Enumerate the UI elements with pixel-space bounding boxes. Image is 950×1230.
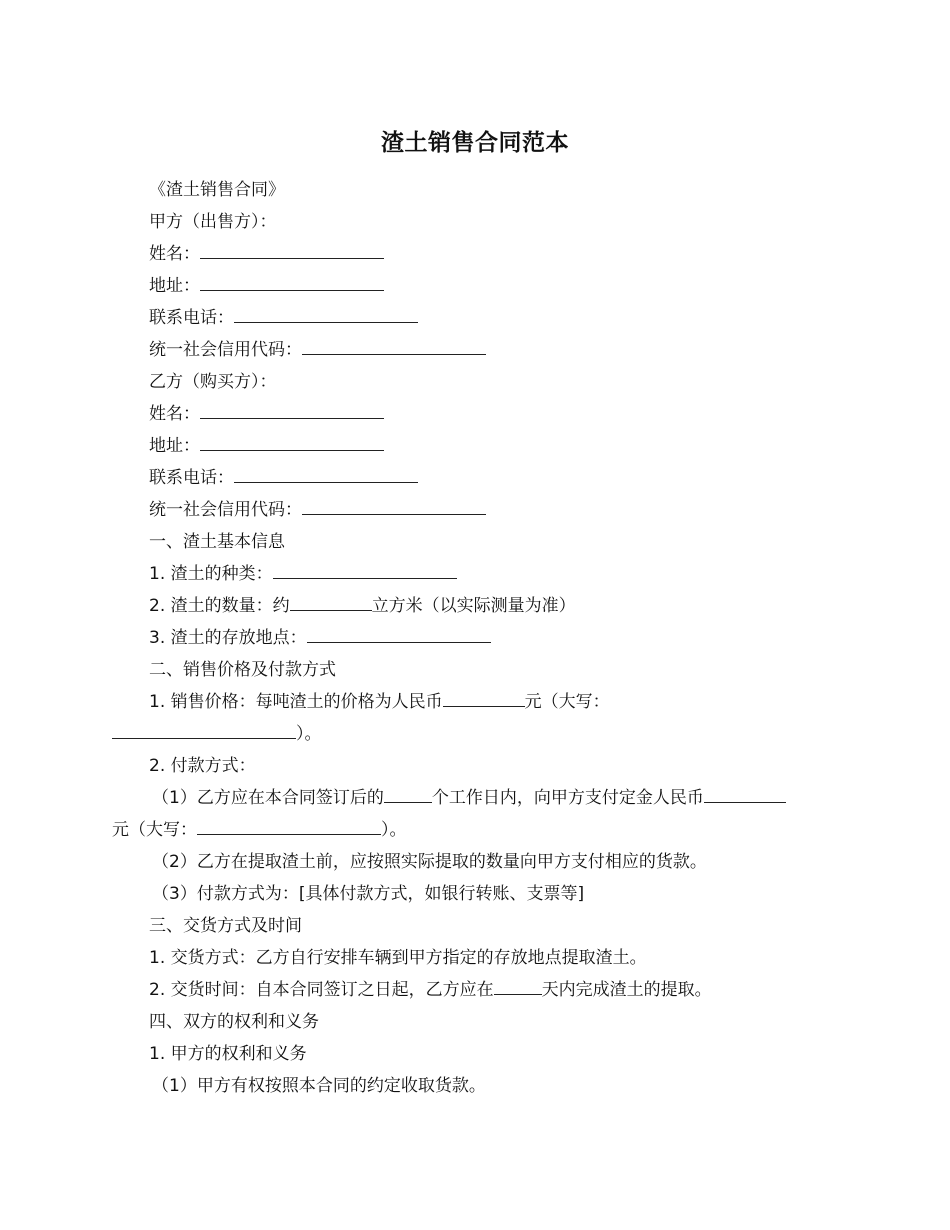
blank-field[interactable] xyxy=(197,816,381,835)
blank-field[interactable] xyxy=(307,624,491,643)
party-a-credit-code: 统一社会信用代码： xyxy=(112,334,842,366)
blank-field[interactable] xyxy=(302,496,486,515)
delivery-method: 1. 交货方式：乙方自行安排车辆到甲方指定的存放地点提取渣土。 xyxy=(149,948,647,968)
soil-type: 1. 渣土的种类： xyxy=(112,558,842,590)
blank-field[interactable] xyxy=(704,784,786,803)
section-3-heading: 三、交货方式及时间 xyxy=(149,916,302,936)
blank-field[interactable] xyxy=(443,688,525,707)
payment-clause-2: （2）乙方在提取渣土前，应按照实际提取的数量向甲方支付相应的货款。 xyxy=(152,852,707,872)
party-a-rights-clause-1: （1）甲方有权按照本合同的约定收取货款。 xyxy=(152,1076,486,1096)
blank-field[interactable] xyxy=(494,976,542,995)
party-a-name: 姓名： xyxy=(112,238,842,270)
blank-field[interactable] xyxy=(290,592,372,611)
section-1-heading: 一、渣土基本信息 xyxy=(149,532,285,552)
blank-field[interactable] xyxy=(200,432,384,451)
payment-clause-3: （3）付款方式为：[具体付款方式，如银行转账、支票等] xyxy=(152,884,585,904)
blank-field[interactable] xyxy=(302,336,486,355)
blank-field[interactable] xyxy=(234,464,418,483)
soil-location: 3. 渣土的存放地点： xyxy=(112,622,842,654)
party-a-address: 地址： xyxy=(112,270,842,302)
blank-field[interactable] xyxy=(200,400,384,419)
party-b-address: 地址： xyxy=(112,430,842,462)
sale-price: 1. 销售价格：每吨渣土的价格为人民币 元（大写： xyxy=(112,686,842,718)
delivery-time: 2. 交货时间：自本合同签订之日起，乙方应在 天内完成渣土的提取。 xyxy=(112,974,842,1006)
party-b-heading: 乙方（购买方）： xyxy=(149,372,277,392)
section-4-heading: 四、双方的权利和义务 xyxy=(149,1012,319,1032)
document-title: 渣土销售合同范本 xyxy=(381,130,569,156)
payment-clause-1: （1）乙方应在本合同签订后的 个工作日内，向甲方支付定金人民币 xyxy=(112,782,842,814)
soil-quantity: 2. 渣土的数量：约 立方米（以实际测量为准） xyxy=(112,590,842,622)
party-a-phone: 联系电话： xyxy=(112,302,842,334)
party-b-credit-code: 统一社会信用代码： xyxy=(112,494,842,526)
payment-clause-1-continued: 元（大写： ）。 xyxy=(112,814,842,846)
blank-field[interactable] xyxy=(200,272,384,291)
payment-method-heading: 2. 付款方式： xyxy=(149,756,256,776)
document-body xyxy=(112,174,842,1102)
blank-field[interactable] xyxy=(273,560,457,579)
contract-heading: 《渣土销售合同》 xyxy=(149,180,285,200)
section-2-heading: 二、销售价格及付款方式 xyxy=(149,660,336,680)
party-a-heading: 甲方（出售方）： xyxy=(149,212,277,232)
party-b-phone: 联系电话： xyxy=(112,462,842,494)
sale-price-continued: ）。 xyxy=(112,718,842,750)
blank-field[interactable] xyxy=(384,784,432,803)
blank-field[interactable] xyxy=(112,720,296,739)
party-b-name: 姓名： xyxy=(112,398,842,430)
blank-field[interactable] xyxy=(234,304,418,323)
party-a-rights-heading: 1. 甲方的权利和义务 xyxy=(149,1044,307,1064)
blank-field[interactable] xyxy=(200,240,384,259)
